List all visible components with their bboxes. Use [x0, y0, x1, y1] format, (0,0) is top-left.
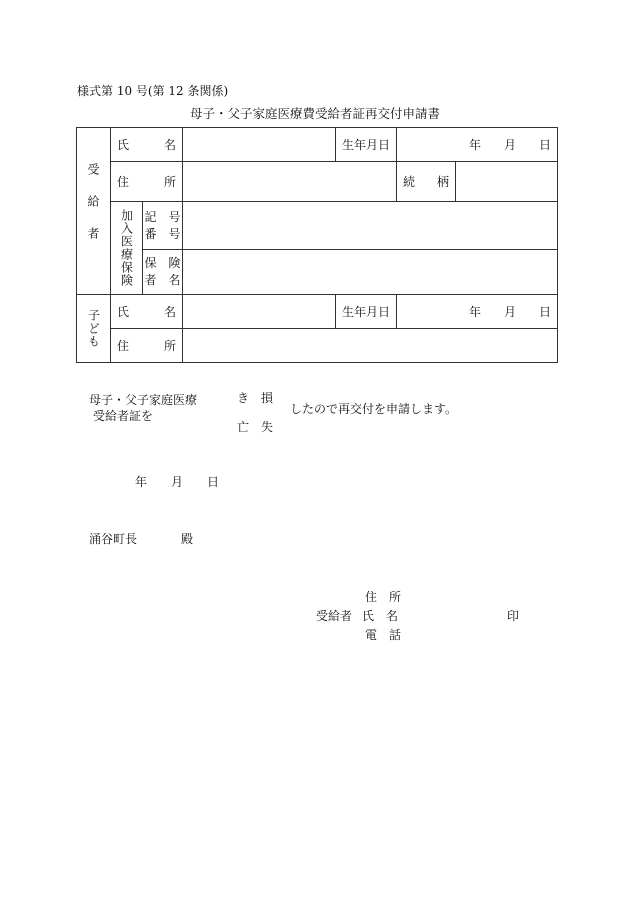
child-address-value[interactable]: [183, 329, 558, 363]
symbol-label-cell: 記 号 番 号: [143, 202, 183, 250]
child-birth-value[interactable]: 年 月 日: [397, 295, 558, 329]
request-reason-options: [237, 384, 273, 442]
recipient-name-value[interactable]: [183, 128, 336, 162]
child-name-label-cell: 氏 名: [111, 295, 183, 329]
applicant-role: 受給者: [316, 609, 353, 623]
insurer-value[interactable]: [183, 250, 558, 295]
insurer-label-cell: 保 険 者 名: [143, 250, 183, 295]
request-statement: したので再交付を申請します。: [290, 402, 458, 416]
recipient-birth-label: 生年月日: [336, 128, 397, 162]
applicant-phone-label: 電 話: [365, 628, 402, 642]
reason-loss[interactable]: 亡 失: [237, 420, 274, 434]
relation-label-cell: 続 柄: [397, 162, 456, 202]
symbol-value[interactable]: [183, 202, 558, 250]
recipient-address-value[interactable]: [183, 162, 397, 202]
applicant-name-label: 氏 名: [362, 609, 399, 623]
child-name-value[interactable]: [183, 295, 336, 329]
applicant-block: [316, 588, 519, 645]
applicant-address-label: 住 所: [365, 590, 402, 604]
child-section-cell: [77, 295, 111, 363]
document-title: 母子・父子家庭医療費受給者証再交付申請書: [189, 106, 440, 121]
application-date: 年 月 日: [135, 475, 220, 489]
form-number-label: 様式第 10 号(第 12 条関係): [77, 84, 229, 98]
application-table: [76, 127, 558, 363]
recipient-section-label: 受給者: [86, 163, 100, 259]
relation-value[interactable]: [456, 162, 558, 202]
child-address-label-cell: 住 所: [111, 329, 183, 363]
recipient-address-label-cell: 住 所: [111, 162, 183, 202]
recipient-birth-value[interactable]: 年 月 日: [397, 128, 558, 162]
child-birth-label: 生年月日: [336, 295, 397, 329]
reason-damage[interactable]: き 損: [237, 391, 274, 405]
recipient-section-cell: [77, 128, 111, 295]
recipient-name-label-cell: 氏 名: [111, 128, 183, 162]
request-subject: 母子・父子家庭医療 受給者証を: [89, 393, 198, 423]
seal-mark: 印: [507, 609, 520, 623]
addressee: 涌谷町長 殿: [89, 532, 194, 546]
insurance-label: 加入医療保険: [119, 209, 134, 287]
child-section-label: 子ども: [86, 309, 101, 348]
insurance-label-cell: [111, 202, 143, 295]
